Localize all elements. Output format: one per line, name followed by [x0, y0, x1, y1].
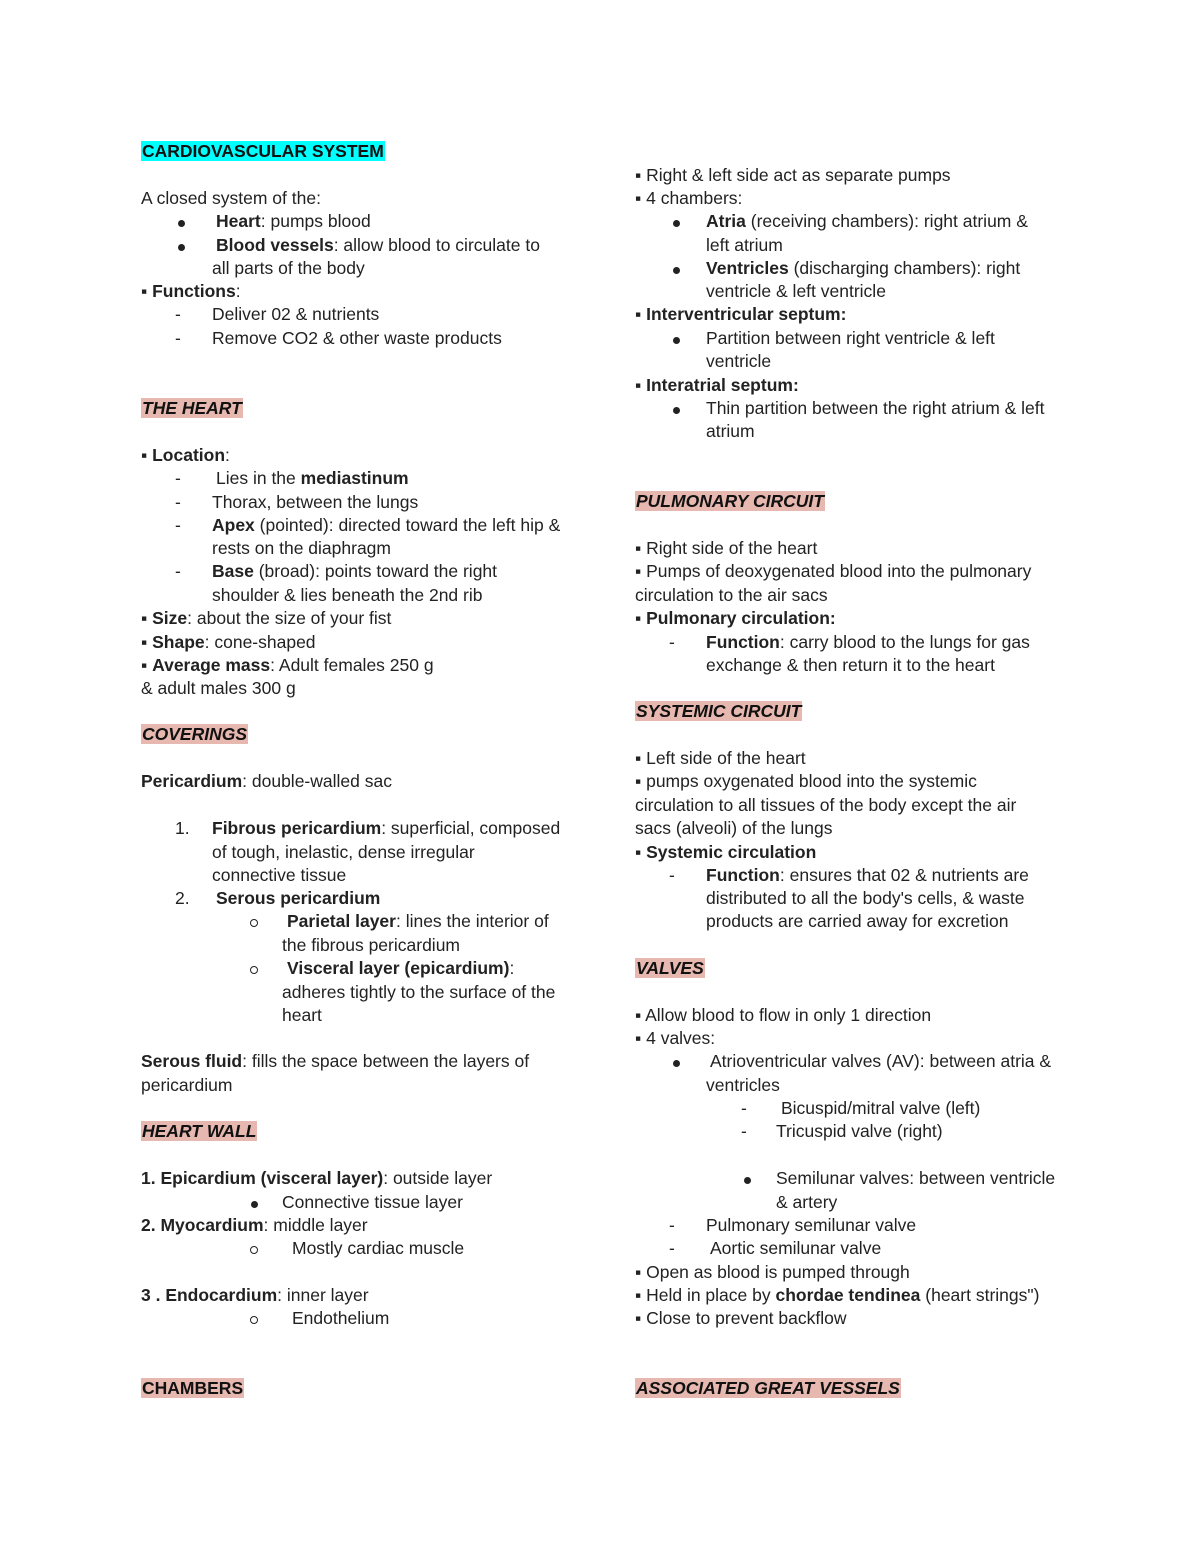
item-text: (pointed): directed toward the left hip & — [254, 515, 561, 535]
item-text: shoulder & lies beneath the 2nd rib — [212, 585, 483, 605]
list-item — [141, 1214, 368, 1236]
bullet-dot-icon — [171, 234, 191, 256]
definition-text: : fills the space between the layers of — [242, 1051, 530, 1071]
item-text: distributed to all the body's cells, & waste — [706, 888, 1025, 908]
list-item — [141, 607, 391, 629]
bullet-ring-icon — [244, 1307, 264, 1329]
square-bullet-icon: ▪ — [635, 188, 642, 208]
list-number: 1. — [175, 818, 190, 838]
list-item — [635, 164, 951, 186]
list-item — [635, 303, 846, 325]
page-title — [141, 140, 385, 162]
term-fibrous-pericardium: Fibrous pericardium — [212, 818, 382, 838]
dash-bullet-icon: - — [741, 1121, 747, 1141]
item-text: (discharging chambers): right — [788, 258, 1021, 278]
term-epicardium: 1. Epicardium (visceral layer) — [141, 1168, 384, 1188]
heading-text: PULMONARY CIRCUIT — [636, 491, 824, 511]
heading-text: COVERINGS — [142, 724, 248, 744]
list-item — [635, 770, 977, 792]
square-bullet-icon: ▪ — [635, 748, 642, 768]
colon: : — [235, 281, 241, 301]
term-blood-vessels: Blood vessels — [216, 235, 334, 255]
term-endocardium: 3 . Endocardium — [141, 1285, 278, 1305]
square-bullet-icon: ▪ — [635, 1005, 642, 1025]
item-text: pumps oxygenated blood into the systemic — [646, 771, 977, 791]
term-serous-fluid: Serous fluid — [141, 1051, 243, 1071]
heading-text: SYSTEMIC CIRCUIT — [636, 701, 802, 721]
square-bullet-icon: ▪ — [141, 281, 148, 301]
item-text: Held in place by — [646, 1285, 776, 1305]
item-text: Partition between right ventricle & left — [706, 328, 995, 348]
item-text: products are carried away for excretion — [706, 911, 1009, 931]
square-bullet-icon: ▪ — [635, 1308, 642, 1328]
item-text: : ensures that 02 & nutrients are — [779, 865, 1029, 885]
term-interventricular-septum: Interventricular septum: — [646, 304, 847, 324]
item-text: Atrioventricular valves (AV): between atria & — [710, 1051, 1052, 1071]
item-text: Mostly cardiac muscle — [292, 1238, 465, 1258]
term-location: Location — [152, 445, 226, 465]
item-text: : inner layer — [277, 1285, 369, 1305]
item-text: circulation to all tissues of the body except the air — [635, 795, 1017, 815]
bullet-ring-icon — [244, 957, 264, 979]
term-pulmonary-circulation: Pulmonary circulation: — [646, 608, 836, 628]
section-heading-associated-great-vessels — [635, 1377, 901, 1399]
section-heading-the-heart — [141, 397, 243, 419]
list-item — [635, 560, 1031, 582]
bullet-dot-icon — [666, 210, 686, 232]
term-systemic-circulation: Systemic circulation — [646, 842, 817, 862]
item-text: Lies in the — [216, 468, 301, 488]
item-text: rests on the diaphragm — [212, 538, 391, 558]
item-text: Pulmonary semilunar valve — [706, 1215, 917, 1235]
definition-text: : double-walled sac — [242, 771, 392, 791]
dash-bullet-icon: - — [175, 492, 181, 512]
section-heading-chambers — [141, 1377, 244, 1399]
dash-bullet-icon: - — [175, 304, 181, 324]
list-item — [635, 607, 836, 629]
dash-bullet-icon: - — [175, 561, 181, 581]
item-text: Right side of the heart — [646, 538, 818, 558]
square-bullet-icon: ▪ — [141, 632, 148, 652]
item-text: Pumps of deoxygenated blood into the pulmonary — [646, 561, 1032, 581]
term-chordae-tendinea: chordae tendinea — [775, 1285, 921, 1305]
square-bullet-icon: ▪ — [635, 842, 642, 862]
item-text: & artery — [776, 1192, 838, 1212]
item-text: left atrium — [706, 235, 783, 255]
bullet-dot-icon — [171, 210, 191, 232]
section-heading-valves — [635, 957, 705, 979]
dash-bullet-icon: - — [175, 515, 181, 535]
list-number: 2. — [175, 888, 190, 908]
square-bullet-icon: ▪ — [141, 655, 148, 675]
item-text: (broad): points toward the right — [253, 561, 498, 581]
title-text: CARDIOVASCULAR SYSTEM — [142, 141, 384, 161]
dash-bullet-icon: - — [669, 865, 675, 885]
item-text: Bicuspid/mitral valve (left) — [781, 1098, 981, 1118]
term-mediastinum: mediastinum — [300, 468, 409, 488]
item-text: (receiving chambers): right atrium & — [745, 211, 1028, 231]
list-item — [141, 631, 316, 653]
term-average-mass: Average mass — [152, 655, 271, 675]
item-text: Right & left side act as separate pumps — [646, 165, 951, 185]
item-text: Deliver 02 & nutrients — [212, 304, 380, 324]
item-text: of tough, inelastic, dense irregular — [212, 842, 475, 862]
item-text: Open as blood is pumped through — [646, 1262, 910, 1282]
dash-bullet-icon: - — [669, 1215, 675, 1235]
list-item — [635, 1307, 846, 1329]
bullet-dot-icon — [666, 397, 686, 419]
bullet-dot-icon — [244, 1191, 264, 1213]
section-heading-coverings — [141, 723, 248, 745]
term-interatrial-septum: Interatrial septum: — [646, 375, 799, 395]
definition-text: : allow blood to circulate to — [333, 235, 540, 255]
dash-bullet-icon: - — [669, 632, 675, 652]
item-text: sacs (alveoli) of the lungs — [635, 818, 833, 838]
term-shape: Shape — [152, 632, 205, 652]
item-text: the fibrous pericardium — [282, 935, 460, 955]
list-item — [635, 1284, 1039, 1306]
term-function: Function — [706, 865, 780, 885]
item-text: Thin partition between the right atrium & left — [706, 398, 1045, 418]
bullet-ring-icon — [244, 1237, 264, 1259]
item-text: Thorax, between the lungs — [212, 492, 419, 512]
square-bullet-icon: ▪ — [141, 608, 148, 628]
term-base: Base — [212, 561, 254, 581]
list-item — [635, 841, 816, 863]
list-item — [635, 187, 742, 209]
item-text: atrium — [706, 421, 755, 441]
list-item — [635, 1261, 910, 1283]
bullet-dot-icon — [737, 1167, 757, 1189]
term-serous-pericardium: Serous pericardium — [216, 888, 381, 908]
section-heading-heart-wall — [141, 1120, 257, 1142]
list-item — [141, 654, 434, 676]
square-bullet-icon: ▪ — [635, 165, 642, 185]
term-apex: Apex — [212, 515, 255, 535]
term-visceral-layer: Visceral layer (epicardium) — [287, 958, 510, 978]
list-item — [635, 1027, 715, 1049]
term-size: Size — [152, 608, 188, 628]
term-function: Function — [706, 632, 780, 652]
square-bullet-icon: ▪ — [635, 771, 642, 791]
item-text: 4 valves: — [646, 1028, 716, 1048]
definition-text: : pumps blood — [260, 211, 371, 231]
item-text: : Adult females 250 g — [270, 655, 434, 675]
square-bullet-icon: ▪ — [635, 1285, 642, 1305]
dash-bullet-icon: - — [175, 468, 181, 488]
item-text: ventricle & left ventricle — [706, 281, 886, 301]
item-text: Connective tissue layer — [282, 1192, 463, 1212]
item-text: : superficial, composed — [381, 818, 561, 838]
item-text: : — [509, 958, 515, 978]
square-bullet-icon: ▪ — [635, 375, 642, 395]
item-text: Left side of the heart — [646, 748, 806, 768]
term-parietal-layer: Parietal layer — [287, 911, 396, 931]
item-text: exchange & then return it to the heart — [706, 655, 995, 675]
list-item — [141, 1284, 369, 1306]
item-text: Remove CO2 & other waste products — [212, 328, 502, 348]
bullet-dot-icon — [666, 327, 686, 349]
square-bullet-icon: ▪ — [635, 1262, 642, 1282]
item-text: heart — [282, 1005, 322, 1025]
item-text: Close to prevent backflow — [646, 1308, 847, 1328]
definition-text: pericardium — [141, 1075, 233, 1095]
heading-text: ASSOCIATED GREAT VESSELS — [636, 1378, 900, 1398]
item-text: 4 chambers: — [646, 188, 743, 208]
square-bullet-icon: ▪ — [635, 1028, 642, 1048]
item-text: connective tissue — [212, 865, 347, 885]
colon: : — [225, 445, 230, 465]
definition-text: all parts of the body — [212, 258, 365, 278]
heading-text: THE HEART — [142, 398, 242, 418]
section-heading-pulmonary-circuit — [635, 490, 825, 512]
item-text: : lines the interior of — [395, 911, 549, 931]
section-heading-systemic-circuit — [635, 700, 802, 722]
list-item — [635, 747, 806, 769]
item-text: Endothelium — [292, 1308, 390, 1328]
item-text: circulation to the air sacs — [635, 585, 828, 605]
item-text: : middle layer — [263, 1215, 368, 1235]
definition-line — [141, 770, 392, 792]
dash-bullet-icon: - — [175, 328, 181, 348]
term-myocardium: 2. Myocardium — [141, 1215, 264, 1235]
list-item — [635, 1004, 931, 1026]
term-atria: Atria — [706, 211, 746, 231]
item-text: Semilunar valves: between ventricle — [776, 1168, 1056, 1188]
square-bullet-icon: ▪ — [635, 304, 642, 324]
item-text: ventricle — [706, 351, 772, 371]
bullet-ring-icon — [244, 910, 264, 932]
item-text: : carry blood to the lungs for gas — [779, 632, 1030, 652]
bullet-dot-icon — [666, 1050, 686, 1072]
heading-text: CHAMBERS — [142, 1378, 244, 1398]
list-item — [141, 1167, 492, 1189]
item-text: Aortic semilunar valve — [710, 1238, 882, 1258]
list-item — [141, 280, 241, 302]
list-item — [141, 444, 230, 466]
item-text: : about the size of your fist — [187, 608, 392, 628]
definition-line — [141, 1050, 529, 1072]
dash-bullet-icon: - — [741, 1098, 747, 1118]
dash-bullet-icon: - — [669, 1238, 675, 1258]
square-bullet-icon: ▪ — [635, 608, 642, 628]
list-item — [635, 374, 799, 396]
square-bullet-icon: ▪ — [141, 445, 148, 465]
item-text: Tricuspid valve (right) — [776, 1121, 943, 1141]
list-item — [635, 537, 817, 559]
intro-line: A closed system of the: — [141, 188, 321, 208]
term-ventricles: Ventricles — [706, 258, 789, 278]
item-text: ventricles — [706, 1075, 780, 1095]
item-text: : cone-shaped — [204, 632, 316, 652]
item-text: : outside layer — [383, 1168, 493, 1188]
square-bullet-icon: ▪ — [635, 561, 642, 581]
item-text: Allow blood to flow in only 1 direction — [645, 1005, 932, 1025]
square-bullet-icon: ▪ — [635, 538, 642, 558]
term-pericardium: Pericardium — [141, 771, 243, 791]
item-text: adheres tightly to the surface of the — [282, 982, 556, 1002]
item-text: & adult males 300 g — [141, 678, 296, 698]
term-functions: Functions — [152, 281, 236, 301]
bullet-dot-icon — [666, 257, 686, 279]
heading-text: VALVES — [636, 958, 704, 978]
item-text: (heart strings") — [920, 1285, 1040, 1305]
term-heart: Heart — [216, 211, 261, 231]
heading-text: HEART WALL — [142, 1121, 257, 1141]
